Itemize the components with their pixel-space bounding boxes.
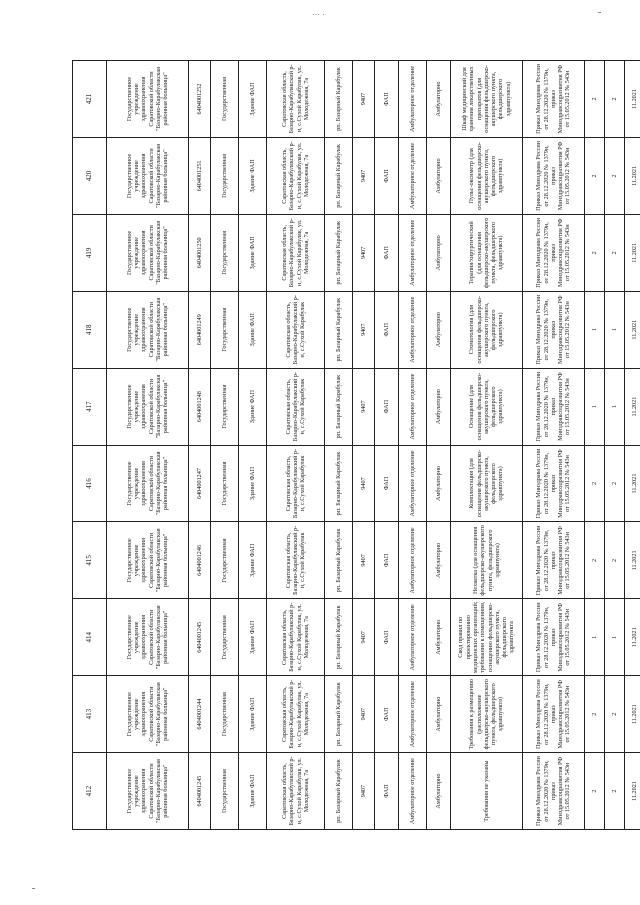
cell-q2: 2 <box>605 61 625 138</box>
table-row-code <box>189 61 211 830</box>
cell-code: 6404001245 <box>189 599 211 676</box>
cell-care: Амбулаторно <box>427 599 451 676</box>
cell-address: Саратовская область, Базарно-Карабулакский р-н, с.Сухой Карабулак, ул. Молодежная, 7а <box>267 676 325 753</box>
cell-building: Здание ФАП <box>239 368 267 445</box>
cell-okato: 9407 <box>353 214 375 291</box>
cell-profile: Амбулаторное отделение <box>399 368 427 445</box>
cell-doc: Приказ Минздрава России от 28.12.2020 № 1379н, приказ Минздравсоцразвития РФ от 15.05.2012 № 543н <box>523 368 585 445</box>
cell-date: 11.2021 <box>625 445 640 522</box>
cell-q2: 1 <box>605 291 625 368</box>
cell-settlement: рп. Базарный Карабулак <box>325 61 353 138</box>
cell-okato: 9407 <box>353 599 375 676</box>
cell-building: Здание ФАП <box>239 753 267 830</box>
cell-date: 11.2021 <box>625 753 640 830</box>
table-row-care <box>427 61 451 830</box>
table-row-ownership <box>211 61 239 830</box>
cell-code: 6404001252 <box>189 61 211 138</box>
cell-num: 414 <box>73 599 107 676</box>
cell-q1: 2 <box>585 137 605 214</box>
cell-care: Амбулаторно <box>427 137 451 214</box>
cell-q2: 2 <box>605 753 625 830</box>
cell-okato: 9407 <box>353 522 375 599</box>
cell-ownership: Государственная <box>211 753 239 830</box>
cell-building: Здание ФАП <box>239 291 267 368</box>
cell-doc: Приказ Минздрава России от 28.12.2020 № 1379н, приказ Минздравсоцразвития РФ от 15.05.2012 № 543н <box>523 61 585 138</box>
cell-okato: 9407 <box>353 445 375 522</box>
cell-q1: 2 <box>585 61 605 138</box>
cell-code: 6404001244 <box>189 676 211 753</box>
cell-settlement: рп. Базарный Карабулак <box>325 676 353 753</box>
cell-q2: 1 <box>605 599 625 676</box>
cell-settlement: рп. Базарный Карабулак <box>325 137 353 214</box>
table-row-doc <box>523 61 585 830</box>
cell-requirements: Шкаф медицинский для хранения лекарственных препаратов (для оснащения фельдшерско-акушерского пункта, фельдшерского здравпункта) <box>451 61 523 138</box>
cell-okato: 9407 <box>353 753 375 830</box>
table-row-type <box>375 61 399 830</box>
cell-date: 11.2021 <box>625 522 640 599</box>
cell-org: Государственное учреждение здравоохранения Саратовской области "Базарно-Карабулакская районная больница" <box>107 214 189 291</box>
cell-requirements: Требования к размещению (расположение фельдшерско-акушерского пункта, фельдшерского здравпункта) <box>451 676 523 753</box>
cell-profile: Амбулаторное отделение <box>399 445 427 522</box>
cell-code: 6404001246 <box>189 522 211 599</box>
cell-doc: Приказ Минздрава России от 28.12.2020 № 1379н, приказ Минздравсоцразвития РФ от 15.05.2012 № 543н <box>523 214 585 291</box>
table-row-num <box>73 61 107 830</box>
cell-q1: 1 <box>585 599 605 676</box>
cell-requirements: Свод правил по проектированию медицинских организаций; требования к помещениям, оснащению фельдшерско-акушерского пункта, фельдшерского здравпункта <box>451 599 523 676</box>
cell-org: Государственное учреждение здравоохранения Саратовской области "Базарно-Карабулакская районная больница" <box>107 522 189 599</box>
cell-date: 11.2021 <box>625 368 640 445</box>
cell-profile: Амбулаторное отделение <box>399 753 427 830</box>
cell-ownership: Государственная <box>211 522 239 599</box>
cell-settlement: рп. Базарный Карабулак <box>325 368 353 445</box>
cell-doc: Приказ Минздрава России от 28.12.2020 № 1379н, приказ Минздравсоцразвития РФ от 15.05.2012 № 543н <box>523 599 585 676</box>
cell-num: 413 <box>73 676 107 753</box>
cell-ownership: Государственная <box>211 368 239 445</box>
cell-profile: Амбулаторное отделение <box>399 214 427 291</box>
cell-requirements: Нехватка (для оснащения фельдшерско-акушерского пункта, фельдшерского здравпункта) <box>451 522 523 599</box>
cell-profile: Амбулаторное отделение <box>399 291 427 368</box>
cell-building: Здание ФАП <box>239 676 267 753</box>
cell-building: Здание ФАП <box>239 445 267 522</box>
cell-care: Амбулаторно <box>427 61 451 138</box>
cell-settlement: рп. Базарный Карабулак <box>325 753 353 830</box>
cell-type: ФАП <box>375 368 399 445</box>
table-row-settlement <box>325 61 353 830</box>
cell-profile: Амбулаторное отделение <box>399 61 427 138</box>
cell-settlement: рп. Базарный Карабулак <box>325 445 353 522</box>
cell-org: Государственное учреждение здравоохранения Саратовской области "Базарно-Карабулакская районная больница" <box>107 61 189 138</box>
cell-date: 11.2021 <box>625 137 640 214</box>
table-body <box>73 61 640 830</box>
cell-settlement: рп. Базарный Карабулак <box>325 522 353 599</box>
cell-ownership: Государственная <box>211 599 239 676</box>
cell-date: 11.2021 <box>625 291 640 368</box>
cell-okato: 9407 <box>353 368 375 445</box>
cell-date: 11.2021 <box>625 599 640 676</box>
cell-building: Здание ФАП <box>239 599 267 676</box>
cell-num: 420 <box>73 137 107 214</box>
cell-doc: Приказ Минздрава России от 28.12.2020 № 1379н, приказ Минздравсоцразвития РФ от 15.05.2012 № 543н <box>523 137 585 214</box>
cell-q1: 1 <box>585 368 605 445</box>
cell-org: Государственное учреждение здравоохранения Саратовской области "Базарно-Карабулакская районная больница" <box>107 753 189 830</box>
table-row-requirements <box>451 61 523 830</box>
table-row-okato <box>353 61 375 830</box>
cell-doc: Приказ Минздрава России от 28.12.2020 № 1379н, приказ Минздравсоцразвития РФ от 15.05.2012 № 543н <box>523 291 585 368</box>
cell-num: 418 <box>73 291 107 368</box>
cell-org: Государственное учреждение здравоохранения Саратовской области "Базарно-Карабулакская районная больница" <box>107 291 189 368</box>
table-row-q2 <box>605 61 625 830</box>
cell-num: 419 <box>73 214 107 291</box>
cell-code: 6404001251 <box>189 137 211 214</box>
cell-type: ФАП <box>375 445 399 522</box>
scan-speck <box>32 888 35 889</box>
table-row-address <box>267 61 325 830</box>
cell-care: Амбулаторно <box>427 522 451 599</box>
table-row-date <box>625 61 640 830</box>
cell-num: 417 <box>73 368 107 445</box>
cell-type: ФАП <box>375 522 399 599</box>
cell-num: 416 <box>73 445 107 522</box>
cell-num: 412 <box>73 753 107 830</box>
table-row-building <box>239 61 267 830</box>
cell-address: Саратовская область, Базарно-Карабулакский р-н, с.Сухой Карабулак, ул. Молодежная, 7а <box>267 753 325 830</box>
cell-okato: 9407 <box>353 61 375 138</box>
cell-address: Саратовская область, Базарно-Карабулакский р-н, с.Сухой Карабулак <box>267 291 325 368</box>
cell-care: Амбулаторно <box>427 291 451 368</box>
cell-org: Государственное учреждение здравоохранения Саратовской области "Базарно-Карабулакская районная больница" <box>107 599 189 676</box>
cell-org: Государственное учреждение здравоохранения Саратовской области "Базарно-Карабулакская районная больница" <box>107 676 189 753</box>
cell-code: 6404001248 <box>189 368 211 445</box>
cell-profile: Амбулаторное отделение <box>399 599 427 676</box>
cell-doc: Приказ Минздрава России от 28.12.2020 № 1379н, приказ Минздравсоцразвития РФ от 15.05.2012 № 543н <box>523 522 585 599</box>
cell-requirements: Пульс-оксиметр (для оснащения фельдшерско-акушерского пункта, фельдшерского здравпункта) <box>451 137 523 214</box>
cell-q1: 1 <box>585 291 605 368</box>
cell-q2: 2 <box>605 522 625 599</box>
cell-address: Саратовская область, Базарно-Карабулакский р-н, с.Сухой Карабулак, ул. Молодежная, 7а <box>267 599 325 676</box>
cell-q1: 2 <box>585 445 605 522</box>
table-row-profile <box>399 61 427 830</box>
cell-care: Амбулаторно <box>427 676 451 753</box>
cell-care: Амбулаторно <box>427 445 451 522</box>
table-row-org <box>107 61 189 830</box>
cell-type: ФАП <box>375 214 399 291</box>
cell-q1: 2 <box>585 522 605 599</box>
cell-ownership: Государственная <box>211 445 239 522</box>
cell-requirements: Стоматология (для оснащения фельдшерско-акушерского пункта, фельдшерского здравпункта) <box>451 291 523 368</box>
cell-type: ФАП <box>375 599 399 676</box>
cell-address: Саратовская область, Базарно-Карабулакский р-н, с.Сухой Карабулак <box>267 445 325 522</box>
cell-building: Здание ФАП <box>239 61 267 138</box>
cell-code: 6404001247 <box>189 445 211 522</box>
cell-requirements: Требования не указаны <box>451 753 523 830</box>
cell-settlement: рп. Базарный Карабулак <box>325 291 353 368</box>
cell-doc: Приказ Минздрава России от 28.12.2020 № 1379н, приказ Минздравсоцразвития РФ от 15.05.2012 № 543н <box>523 753 585 830</box>
cell-ownership: Государственная <box>211 214 239 291</box>
cell-ownership: Государственная <box>211 676 239 753</box>
document-table <box>72 60 640 830</box>
cell-profile: Амбулаторное отделение <box>399 137 427 214</box>
rotated-table-wrapper <box>72 60 638 830</box>
cell-okato: 9407 <box>353 137 375 214</box>
cell-care: Амбулаторно <box>427 753 451 830</box>
cell-date: 11.2021 <box>625 676 640 753</box>
cell-type: ФАП <box>375 61 399 138</box>
cell-care: Амбулаторно <box>427 214 451 291</box>
cell-doc: Приказ Минздрава России от 28.12.2020 № 1379н, приказ Минздравсоцразвития РФ от 15.05.2012 № 543н <box>523 445 585 522</box>
cell-q2: 2 <box>605 445 625 522</box>
cell-okato: 9407 <box>353 291 375 368</box>
cell-code: 6404001250 <box>189 214 211 291</box>
cell-type: ФАП <box>375 291 399 368</box>
cell-type: ФАП <box>375 676 399 753</box>
cell-address: Саратовская область, Базарно-Карабулакский р-н, с.Сухой Карабулак, ул. Молодежная, 7а <box>267 137 325 214</box>
cell-q2: 1 <box>605 368 625 445</box>
cell-address: Саратовская область, Базарно-Карабулакский р-н, с.Сухой Карабулак <box>267 522 325 599</box>
cell-building: Здание ФАП <box>239 137 267 214</box>
cell-okato: 9407 <box>353 676 375 753</box>
cell-ownership: Государственная <box>211 291 239 368</box>
cell-q1: 2 <box>585 753 605 830</box>
cell-address: Саратовская область, Базарно-Карабулакский р-н, с.Сухой Карабулак, ул. Молодежная, 7а <box>267 214 325 291</box>
cell-code: 6404001249 <box>189 291 211 368</box>
cell-settlement: рп. Базарный Карабулак <box>325 599 353 676</box>
scan-speck <box>598 12 601 13</box>
cell-q1: 2 <box>585 676 605 753</box>
cell-type: ФАП <box>375 137 399 214</box>
cell-q2: 2 <box>605 137 625 214</box>
cell-org: Государственное учреждение здравоохранения Саратовской области "Базарно-Карабулакская районная больница" <box>107 445 189 522</box>
scan-page-mark: ··· · <box>312 10 325 19</box>
cell-q1: 2 <box>585 214 605 291</box>
cell-address: Саратовская область, Базарно-Карабулакский р-н, с.Сухой Карабулак, ул. Молодежная, 7а <box>267 61 325 138</box>
cell-q2: 2 <box>605 214 625 291</box>
cell-requirements: Комплектация (для оснащения фельдшерско-акушерского пункта, фельдшерского здравпункта) <box>451 445 523 522</box>
cell-requirements: Терапия/хирургический (для оснащения фельдшерско-акушерского пункта, фельдшерского здравпункта) <box>451 214 523 291</box>
cell-org: Государственное учреждение здравоохранения Саратовской области "Базарно-Карабулакская районная больница" <box>107 137 189 214</box>
cell-ownership: Государственная <box>211 137 239 214</box>
cell-address: Саратовская область, Базарно-Карабулакский р-н, с.Сухой Карабулак <box>267 368 325 445</box>
cell-num: 415 <box>73 522 107 599</box>
cell-ownership: Государственная <box>211 61 239 138</box>
cell-profile: Амбулаторное отделение <box>399 522 427 599</box>
table-row-q1 <box>585 61 605 830</box>
cell-date: 11.2021 <box>625 214 640 291</box>
cell-settlement: рп. Базарный Карабулак <box>325 214 353 291</box>
cell-num: 421 <box>73 61 107 138</box>
cell-code: 6404001245 <box>189 753 211 830</box>
cell-requirements: Оснащение (для оснащения фельдшерско-акушерского пункта, фельдшерского здравпункта) <box>451 368 523 445</box>
cell-org: Государственное учреждение здравоохранения Саратовской области "Базарно-Карабулакская районная больница" <box>107 368 189 445</box>
cell-date: 11.2021 <box>625 61 640 138</box>
cell-building: Здание ФАП <box>239 522 267 599</box>
cell-q2: 2 <box>605 676 625 753</box>
cell-building: Здание ФАП <box>239 214 267 291</box>
cell-doc: Приказ Минздрава России от 28.12.2020 № 1379н, приказ Минздравсоцразвития РФ от 15.05.2012 № 543н <box>523 676 585 753</box>
cell-type: ФАП <box>375 753 399 830</box>
cell-profile: Амбулаторное отделение <box>399 676 427 753</box>
cell-care: Амбулаторно <box>427 368 451 445</box>
